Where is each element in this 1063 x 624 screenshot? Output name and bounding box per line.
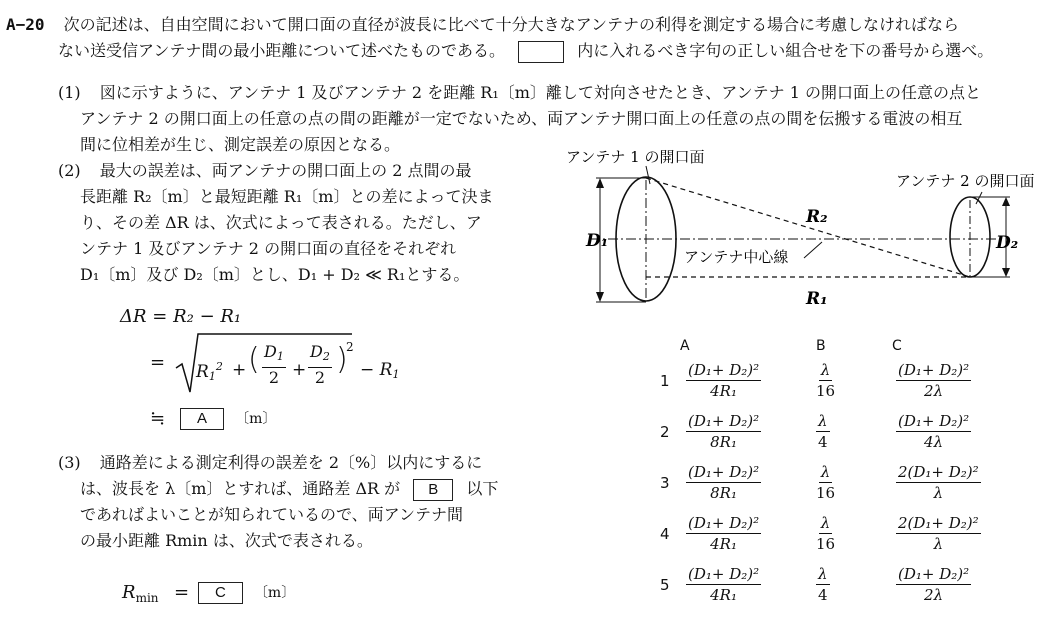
blank-a-label: A [180,408,224,430]
option-number: 3 [660,474,670,492]
blank-box [518,41,564,63]
question-number: A−20 [6,15,45,34]
rmin-eq: = [174,582,190,603]
blank-c-unit: 〔m〕 [253,585,296,601]
options-header-row [652,336,1012,356]
option-a: $\frac{\text{(D₁+ D₂)²}}{\text{4R₁}}$ [688,514,760,553]
option-a: $\frac{\text{(D₁+ D₂)²}}{\text{4R₁}}$ [688,361,760,400]
fig-d1-arrow-down [596,292,604,302]
blank-a-unit: 〔m〕 [235,411,277,427]
option-c: $\frac{\text{2(D₁+ D₂)²}}{\lambda}$ [898,463,979,502]
header-c: C [892,338,902,354]
frac-plus: + [292,360,307,380]
question-line-2b: 内に入れるべき字句の正しい組合せを下の番号から選べ。 [577,41,994,60]
question-header [6,12,959,35]
blank-b-label: B [413,479,453,501]
option-row[interactable] [652,409,1012,457]
item3-text-3: であればよいことが知られているので、両アンテナ間 [80,505,464,524]
question-line-1: 次の記述は、自由空間において開口面の直径が波長に比べて十分大きなアンテナの利得を測定する場合に考慮しなければなら [63,15,959,34]
equation-eq: = [150,352,166,373]
fig-d2-arrow-down [1002,268,1010,277]
item1-text-1: 図に示すように、アンテナ 1 及びアンテナ 2 を距離 R₁〔m〕離して対向させたとき、アンテナ 1 の開口面上の任意の点と [99,83,981,102]
option-number: 4 [660,525,670,543]
frac-d2-2: $\frac{D_2}{2}$ [310,342,330,387]
option-a: $\frac{\text{(D₁+ D₂)²}}{\text{8R₁}}$ [688,463,760,502]
fig-label-ant1: アンテナ 1 の開口面 [566,148,705,166]
fig-label-d1: D₁ [586,231,609,251]
fig-label-center: アンテナ中心線 [684,248,789,266]
option-b: $\frac{\lambda}{16}$ [816,463,836,502]
item2-text-5: D₁〔m〕及び D₂〔m〕とし、D₁ + D₂ ≪ R₁とする。 [80,265,470,284]
paren-sq: 2 [346,340,354,354]
option-a: $\frac{\text{(D₁+ D₂)²}}{\text{4R₁}}$ [688,565,760,604]
options-table [652,336,1012,356]
option-row[interactable] [652,562,1012,610]
equation-lhs: ΔR = R₂ − R₁ [120,306,242,327]
item1-number: (1) [58,83,81,102]
question-line-2 [58,38,993,63]
fig-label-d2: D₂ [996,233,1019,253]
antenna-figure [560,140,1060,320]
blank-c-label: C [198,582,243,604]
option-b: $\frac{\lambda}{16}$ [816,514,836,553]
option-c: $\frac{\text{(D₁+ D₂)²}}{2\lambda}$ [898,361,970,400]
fig-label-r2: R₂ [806,207,828,227]
option-c: $\frac{\text{(D₁+ D₂)²}}{2\lambda}$ [898,565,970,604]
rmin-lhs: $R_{min}$ [122,582,159,605]
item3-number: (3) [58,453,81,472]
fig-leader-center [804,242,822,258]
item3-line2 [80,476,498,501]
item2-text-4: ンテナ 1 及びアンテナ 2 の開口面の直径をそれぞれ [80,239,457,258]
fig-label-ant2: アンテナ 2 の開口面 [896,172,1035,190]
option-number: 5 [660,576,670,594]
fig-label-r1: R₁ [806,289,828,309]
option-b: $\frac{\lambda}{4}$ [817,565,828,604]
option-row[interactable] [652,358,1012,406]
sqrt-r1sq: $R_1^2$ [196,360,223,383]
item3-text-2b: 以下 [466,479,499,498]
equation-approx: ≒ [150,408,166,429]
item2-text-3: り、その差 ΔR は、次式によって表される。ただし、ア [80,213,482,232]
header-a: A [680,338,690,354]
frac-d1-2: $\frac{D_1}{2}$ [264,342,284,387]
rmin-blank-c [198,582,295,604]
option-c: $\frac{\text{2(D₁+ D₂)²}}{\lambda}$ [898,514,979,553]
header-b: B [816,338,826,354]
sqrt-plus: + [232,360,247,380]
option-b: $\frac{\lambda}{4}$ [817,412,828,451]
option-a: $\frac{\text{(D₁+ D₂)²}}{\text{8R₁}}$ [688,412,760,451]
option-number: 2 [660,423,670,441]
minus-r1: − $R_1$ [360,360,400,381]
option-c: $\frac{\text{(D₁+ D₂)²}}{4\lambda}$ [898,412,970,451]
option-number: 1 [660,372,670,390]
item1-text-3: 間に位相差が生じ、測定誤差の原因となる。 [80,135,401,154]
paren-close: ) [336,342,348,377]
item1-line1 [58,80,981,103]
item3-text-4: の最小距離 Rmin は、次式で表される。 [80,531,373,550]
item3-text-2a: は、波長を λ〔m〕とすれば、通路差 ΔR が [80,479,401,498]
item3-line1 [58,450,482,473]
equation-blank-a [180,408,276,430]
option-b: $\frac{\lambda}{16}$ [816,361,836,400]
item1-text-2: アンテナ 2 の開口面上の任意の点の間の距離が一定でないため、両アンテナ開口面上の任意の点の間を伝搬する電波の相互 [80,109,963,128]
item2-text-2: 長距離 R₂〔m〕と最短距離 R₁〔m〕との差によって決ま [80,187,494,206]
fig-leader-ant1 [646,166,650,184]
fig-d2-arrow-up [1002,197,1010,206]
option-row[interactable] [652,460,1012,508]
option-row[interactable] [652,511,1012,559]
fig-d1-arrow-up [596,178,604,188]
question-line-2a: ない送受信アンテナ間の最小距離について述べたものである。 [58,41,506,60]
item3-text-1: 通路差による測定利得の誤差を 2〔%〕以内にするに [99,453,483,472]
item2-text-1: 最大の誤差は、両アンテナの開口面上の 2 点間の最 [99,161,472,180]
item2-number: (2) [58,161,81,180]
paren-open: ( [248,342,260,377]
item2-line1 [58,158,471,181]
